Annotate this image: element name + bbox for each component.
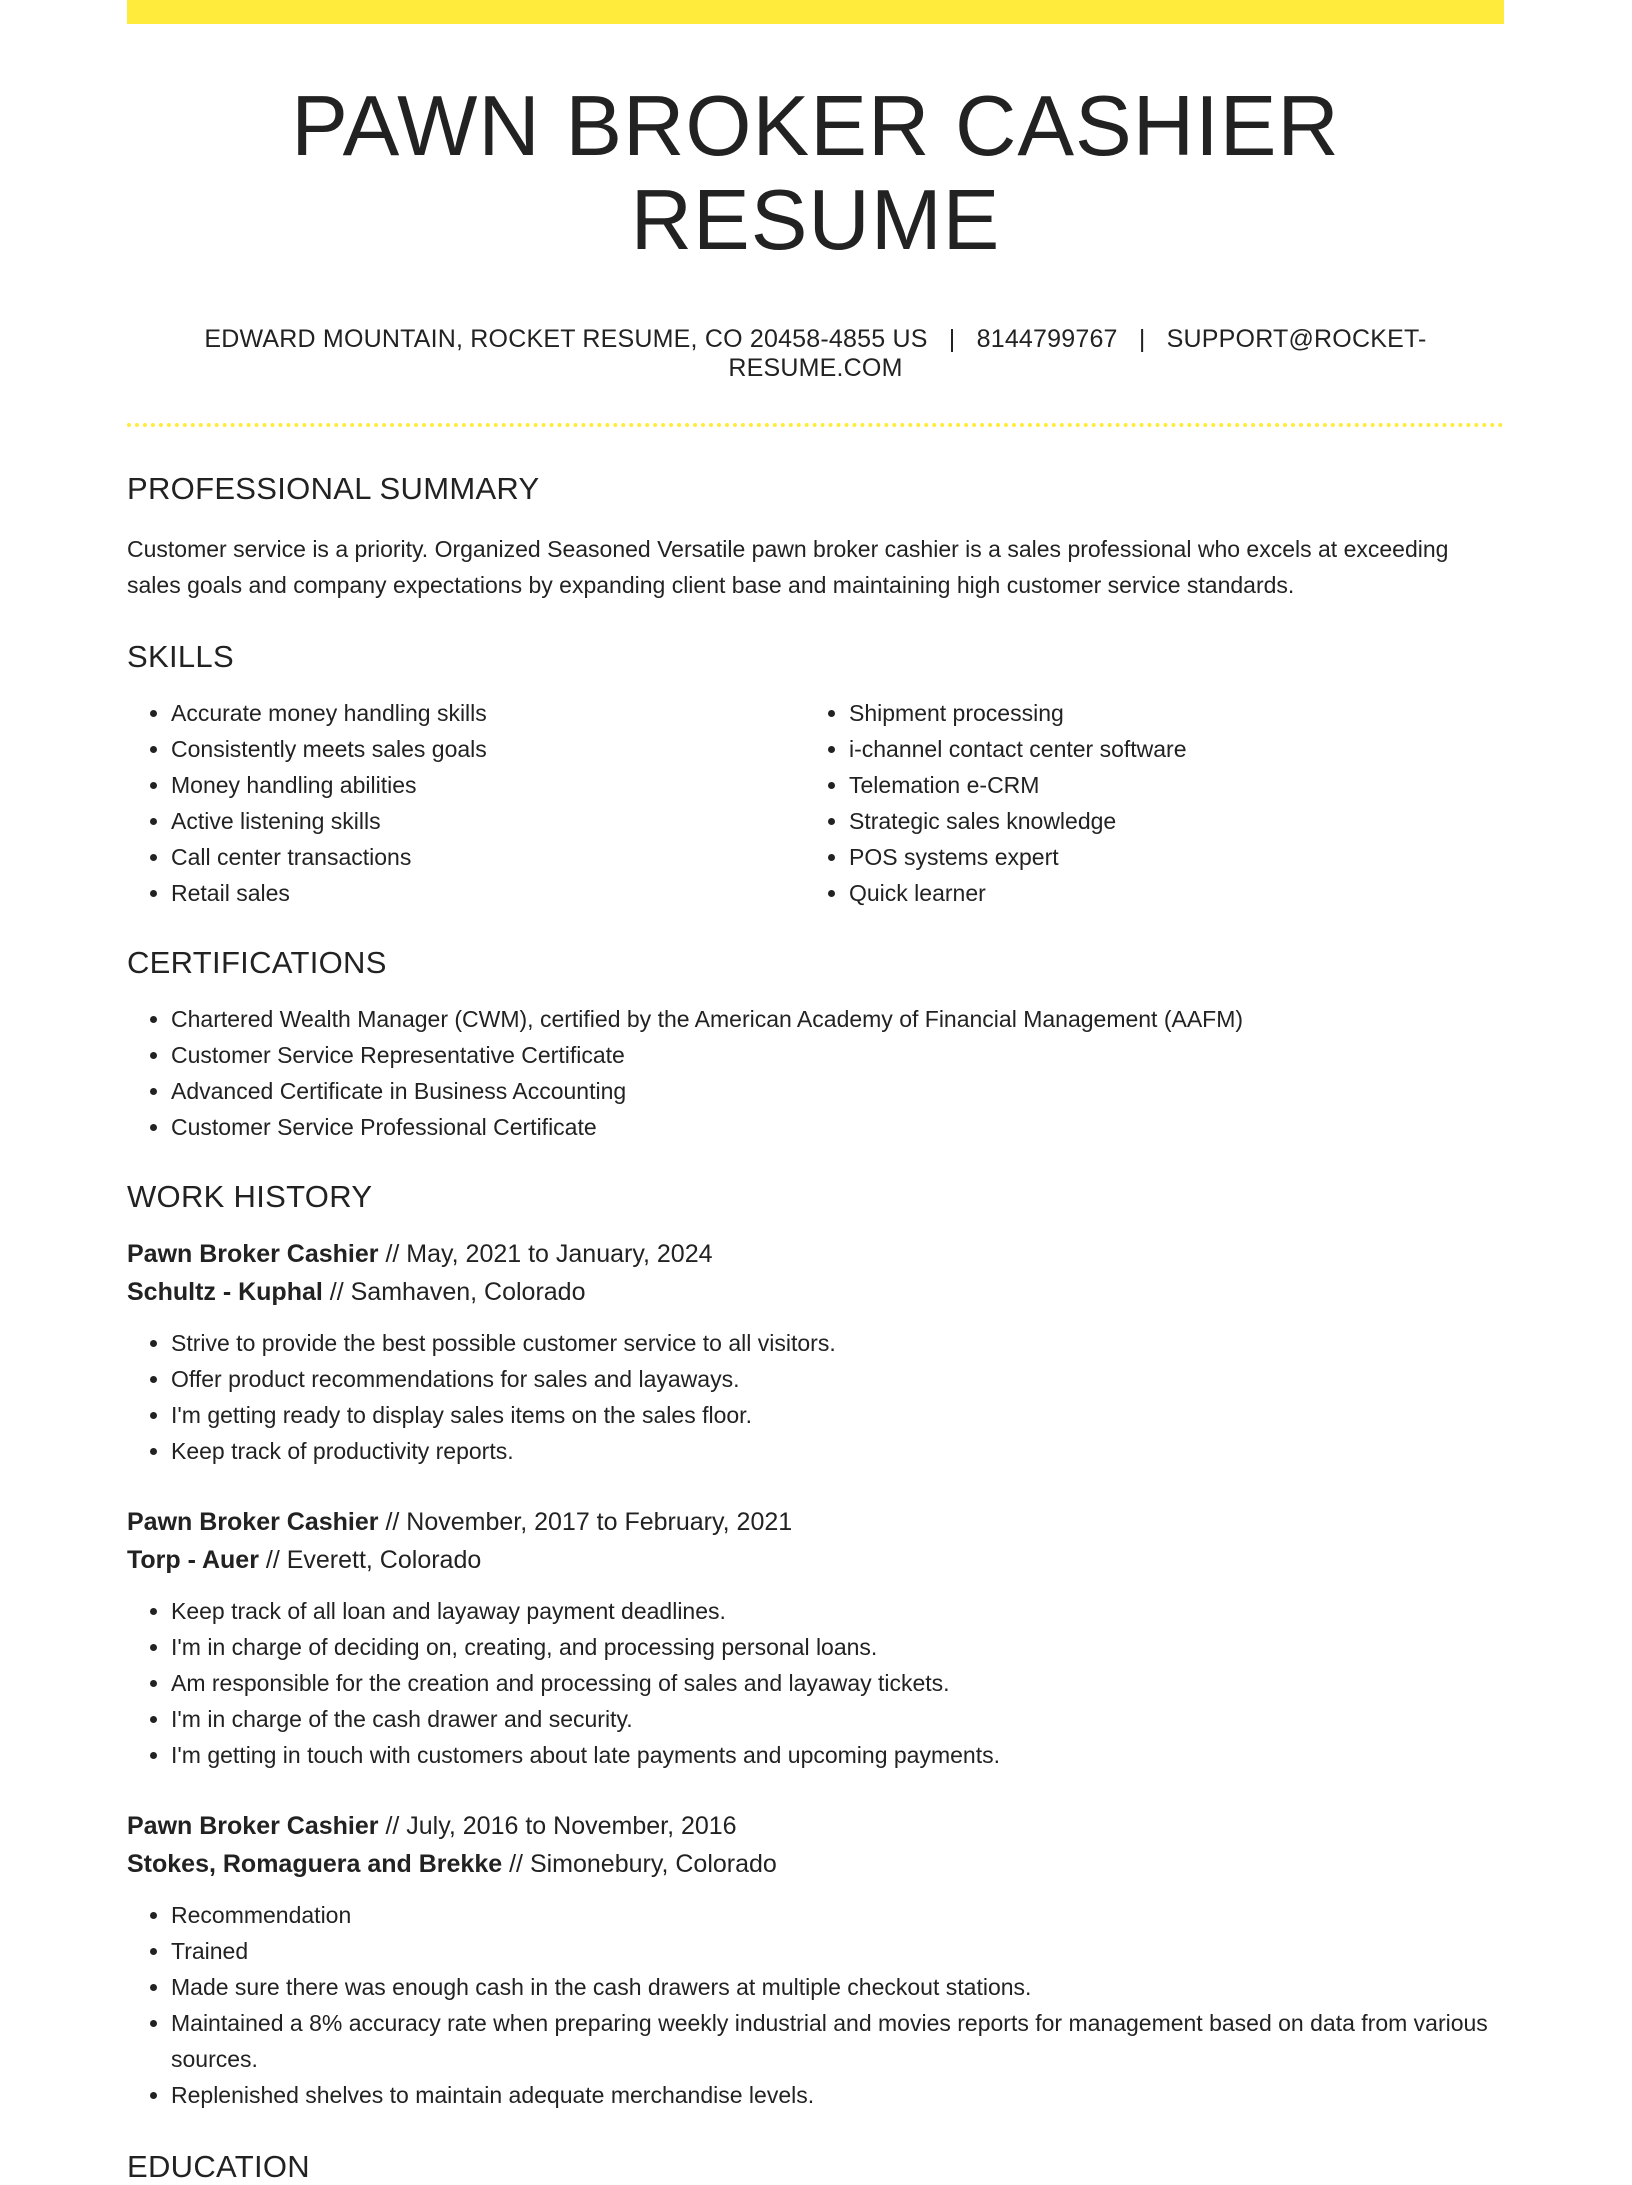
skill-item: • Call center transactions <box>171 839 805 875</box>
skill-item: • Retail sales <box>171 875 805 911</box>
job-duties-list <box>127 1593 1504 1773</box>
skills-section <box>127 639 1504 911</box>
contact-separator: | <box>1138 325 1146 353</box>
skill-item: • i-channel contact center software <box>849 731 1483 767</box>
job-location: // Simonebury, Colorado <box>502 1850 777 1878</box>
accent-bar <box>127 0 1504 24</box>
job-duty-item: • I'm getting in touch with customers about late payments and upcoming payments. <box>171 1737 1504 1773</box>
job-duty-item: • Made sure there was enough cash in the cash drawers at multiple checkout stations. <box>171 1969 1504 2005</box>
contact-address: EDWARD MOUNTAIN, ROCKET RESUME, CO 20458-4855 US <box>204 325 928 353</box>
job-duty-item: • Replenished shelves to maintain adequate merchandise levels. <box>171 2077 1504 2113</box>
skills-column-left <box>127 695 805 911</box>
job-duty-item: • Maintained a 8% accuracy rate when preparing weekly industrial and movies reports for management based on data from various sources. <box>171 2005 1504 2077</box>
job-title-line <box>127 1235 1504 1273</box>
job-title: Pawn Broker Cashier <box>127 1812 379 1840</box>
skill-item: • Money handling abilities <box>171 767 805 803</box>
job-company-line <box>127 1541 1504 1579</box>
job-dates: // November, 2017 to February, 2021 <box>378 1508 793 1536</box>
job-title: Pawn Broker Cashier <box>127 1508 379 1536</box>
job-duties-list <box>127 1325 1504 1469</box>
job-location: // Everett, Colorado <box>258 1546 482 1574</box>
job-company: Stokes, Romaguera and Brekke <box>127 1850 503 1878</box>
section-heading: SKILLS <box>127 639 234 674</box>
certification-item: • Customer Service Professional Certificate <box>171 1109 1504 1145</box>
skill-item: • Telemation e-CRM <box>849 767 1483 803</box>
job-dates: // May, 2021 to January, 2024 <box>378 1240 713 1268</box>
certifications-section <box>127 945 1504 1145</box>
dotted-divider <box>127 423 1504 427</box>
job-dates: // July, 2016 to November, 2016 <box>378 1812 737 1840</box>
contact-separator: | <box>948 325 956 353</box>
contact-email: SUPPORT@ROCKET-RESUME.COM <box>728 325 1427 382</box>
education-section <box>127 2149 1504 2185</box>
job-duty-item: • I'm in charge of deciding on, creating, and processing personal loans. <box>171 1629 1504 1665</box>
job-entry <box>127 1807 1504 2113</box>
contact-phone: 8144799767 <box>976 325 1118 353</box>
section-heading: CERTIFICATIONS <box>127 945 387 980</box>
job-company: Torp - Auer <box>127 1546 259 1574</box>
job-duty-item: • Recommendation <box>171 1897 1504 1933</box>
job-duty-item: • I'm getting ready to display sales items on the sales floor. <box>171 1397 1504 1433</box>
job-entry <box>127 1503 1504 1773</box>
skills-list <box>805 695 1483 911</box>
work-history-section <box>127 1179 1504 2113</box>
job-duty-item: • Offer product recommendations for sales and layaways. <box>171 1361 1504 1397</box>
job-location: // Samhaven, Colorado <box>322 1278 586 1306</box>
skill-item: • POS systems expert <box>849 839 1483 875</box>
skill-item: • Active listening skills <box>171 803 805 839</box>
certifications-list <box>127 1001 1504 1145</box>
certification-item: • Advanced Certificate in Business Accounting <box>171 1073 1504 1109</box>
resume-title: PAWN BROKER CASHIER RESUME <box>291 79 1340 268</box>
job-duty-item: • Strive to provide the best possible customer service to all visitors. <box>171 1325 1504 1361</box>
certification-item: • Chartered Wealth Manager (CWM), certified by the American Academy of Financial Management (AAFM) <box>171 1001 1504 1037</box>
contact-line <box>127 325 1504 383</box>
job-company: Schultz - Kuphal <box>127 1278 323 1306</box>
job-duty-item: • I'm in charge of the cash drawer and security. <box>171 1701 1504 1737</box>
job-title: Pawn Broker Cashier <box>127 1240 379 1268</box>
skill-item: • Strategic sales knowledge <box>849 803 1483 839</box>
resume-page <box>127 0 1504 2185</box>
skill-item: • Quick learner <box>849 875 1483 911</box>
summary-text: Customer service is a priority. Organized Seasoned Versatile pawn broker cashier is a sales professional who excels at exceeding sales goals and company expectations by expanding client base and maintaining high customer service standards. <box>127 536 1449 598</box>
skills-columns <box>127 695 1504 911</box>
job-title-line <box>127 1503 1504 1541</box>
job-title-line <box>127 1807 1504 1845</box>
section-heading: PROFESSIONAL SUMMARY <box>127 471 540 506</box>
job-duty-item: • Keep track of productivity reports. <box>171 1433 1504 1469</box>
skill-item: • Shipment processing <box>849 695 1483 731</box>
job-duty-item: • Am responsible for the creation and processing of sales and layaway tickets. <box>171 1665 1504 1701</box>
section-heading: EDUCATION <box>127 2149 310 2184</box>
skills-list <box>127 695 805 911</box>
job-entry <box>127 1235 1504 1469</box>
job-company-line <box>127 1273 1504 1311</box>
certification-item: • Customer Service Representative Certificate <box>171 1037 1504 1073</box>
job-duties-list <box>127 1897 1504 2113</box>
skill-item: • Accurate money handling skills <box>171 695 805 731</box>
job-company-line <box>127 1845 1504 1883</box>
skills-column-right <box>805 695 1483 911</box>
skill-item: • Consistently meets sales goals <box>171 731 805 767</box>
professional-summary-section <box>127 471 1504 603</box>
job-duty-item: • Keep track of all loan and layaway payment deadlines. <box>171 1593 1504 1629</box>
job-duty-item: • Trained <box>171 1933 1504 1969</box>
section-heading: WORK HISTORY <box>127 1179 373 1214</box>
